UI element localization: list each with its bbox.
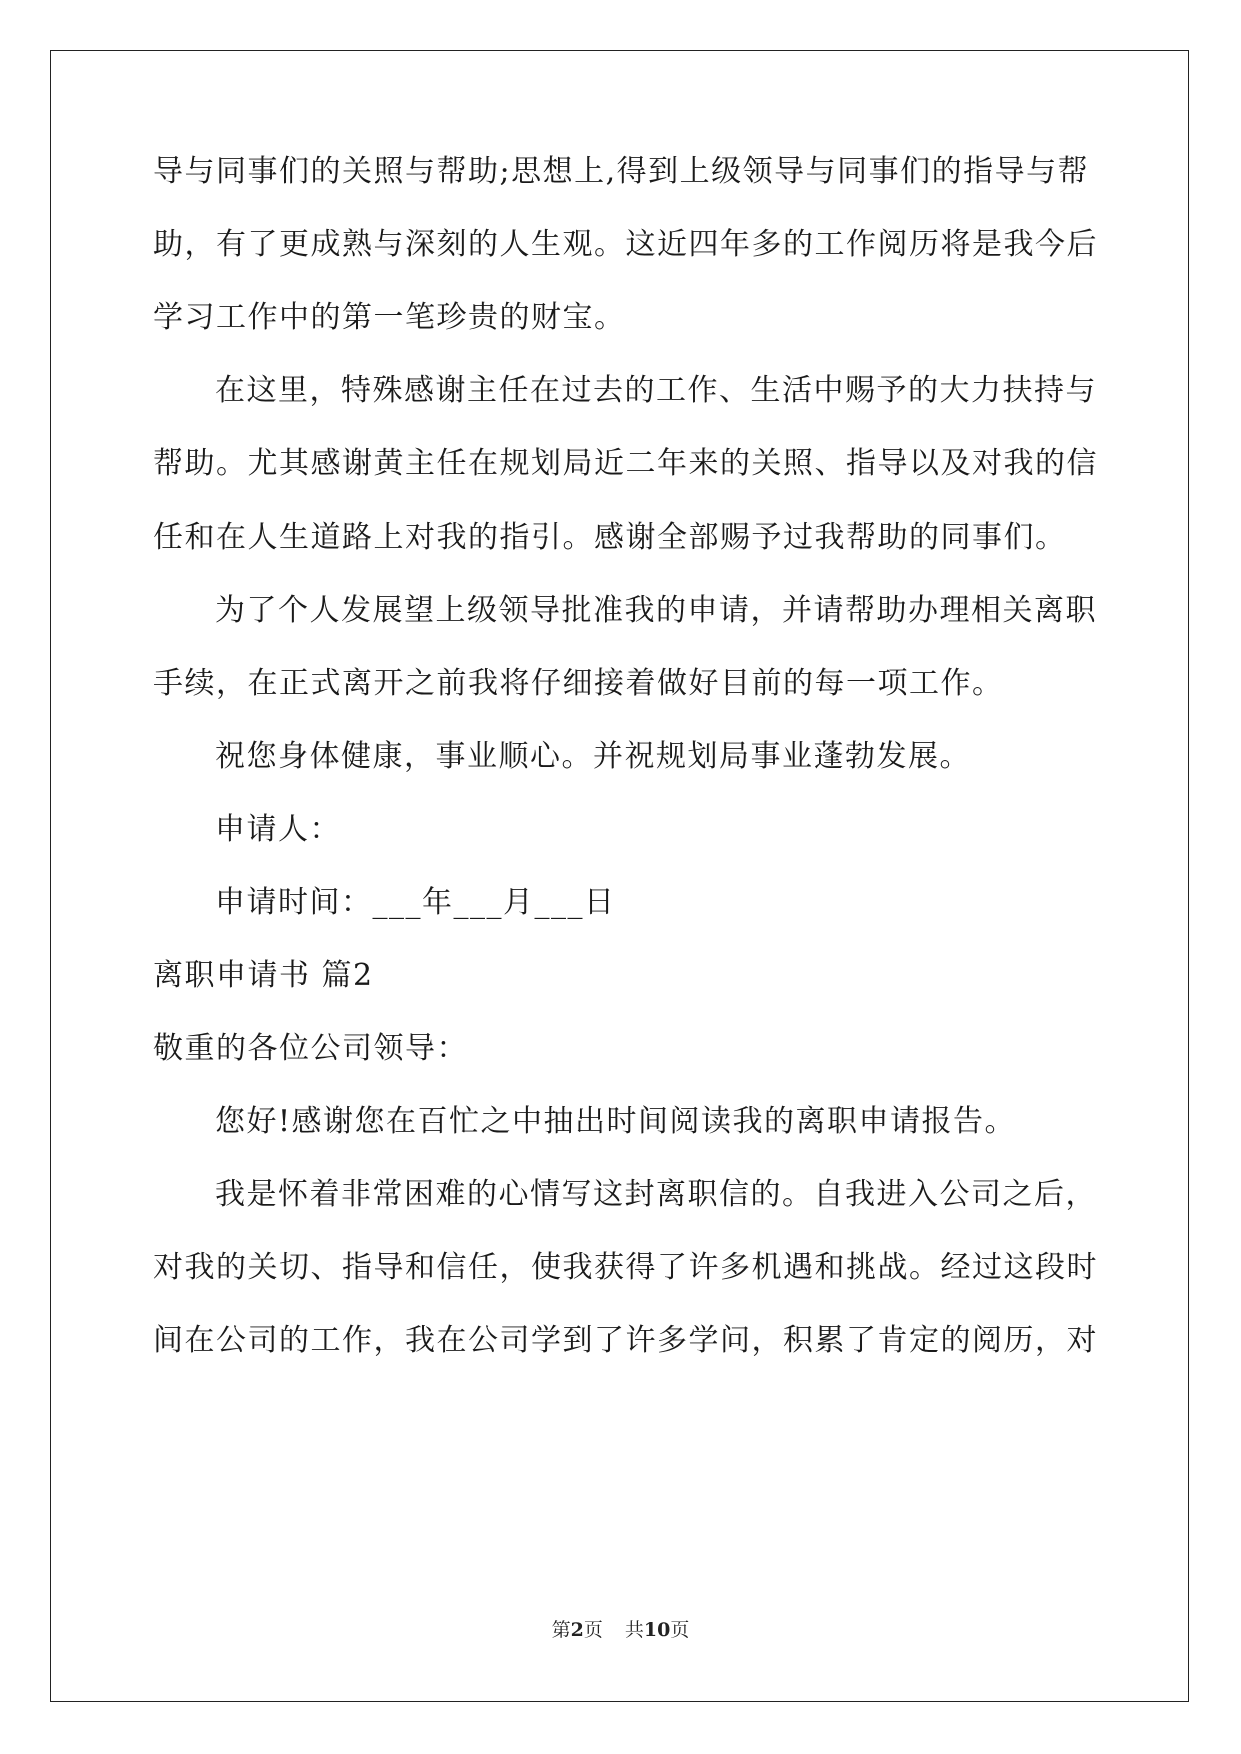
- text-line: 任和在人生道路上对我的指引。感谢全部赐予过我帮助的同事们。: [153, 520, 1067, 555]
- text-line: 您好!感谢您在百忙之中抽出时间阅读我的离职申请报告。: [215, 1104, 1017, 1139]
- section-heading: 离职申请书 篇2: [153, 958, 374, 993]
- salutation: 敬重的各位公司领导：: [153, 1031, 468, 1066]
- text-line: 祝您身体健康，事业顺心。并祝规划局事业蓬勃发展。: [215, 739, 971, 774]
- text-line: 手续，在正式离开之前我将仔细接着做好目前的每一项工作。: [153, 666, 1004, 701]
- page-footer: [0, 1618, 1241, 1642]
- text-line: 帮助。尤其感谢黄主任在规划局近二年来的关照、指导以及对我的信: [153, 446, 1098, 481]
- text-line: 助，有了更成熟与深刻的人生观。这近四年多的工作阅历将是我今后: [153, 227, 1098, 262]
- text-line: 我是怀着非常困难的心情写这封离职信的。自我进入公司之后，: [215, 1177, 1097, 1212]
- text-line: 学习工作中的第一笔珍贵的财宝。: [153, 300, 626, 335]
- page-current: 2: [570, 1619, 584, 1641]
- total-prefix: 共: [624, 1619, 644, 1641]
- page-total: 10: [643, 1619, 671, 1641]
- text-line: 为了个人发展望上级领导批准我的申请，并请帮助办理相关离职: [215, 593, 1097, 628]
- signature-label: 申请人：: [215, 812, 341, 847]
- date-label: 申请时间：___年___月___日: [215, 885, 616, 920]
- text-line: 在这里，特殊感谢主任在过去的工作、生活中赐予的大力扶持与: [215, 373, 1097, 408]
- page-prefix: 第: [551, 1619, 571, 1641]
- text-line: 间在公司的工作，我在公司学到了许多学问，积累了肯定的阅历，对: [153, 1323, 1098, 1358]
- text-line: 对我的关切、指导和信任，使我获得了许多机遇和挑战。经过这段时: [153, 1250, 1098, 1285]
- text-line: 导与同事们的关照与帮助;思想上,得到上级领导与同事们的指导与帮: [153, 154, 1090, 189]
- page-unit: 页: [583, 1619, 603, 1641]
- total-unit: 页: [670, 1619, 690, 1641]
